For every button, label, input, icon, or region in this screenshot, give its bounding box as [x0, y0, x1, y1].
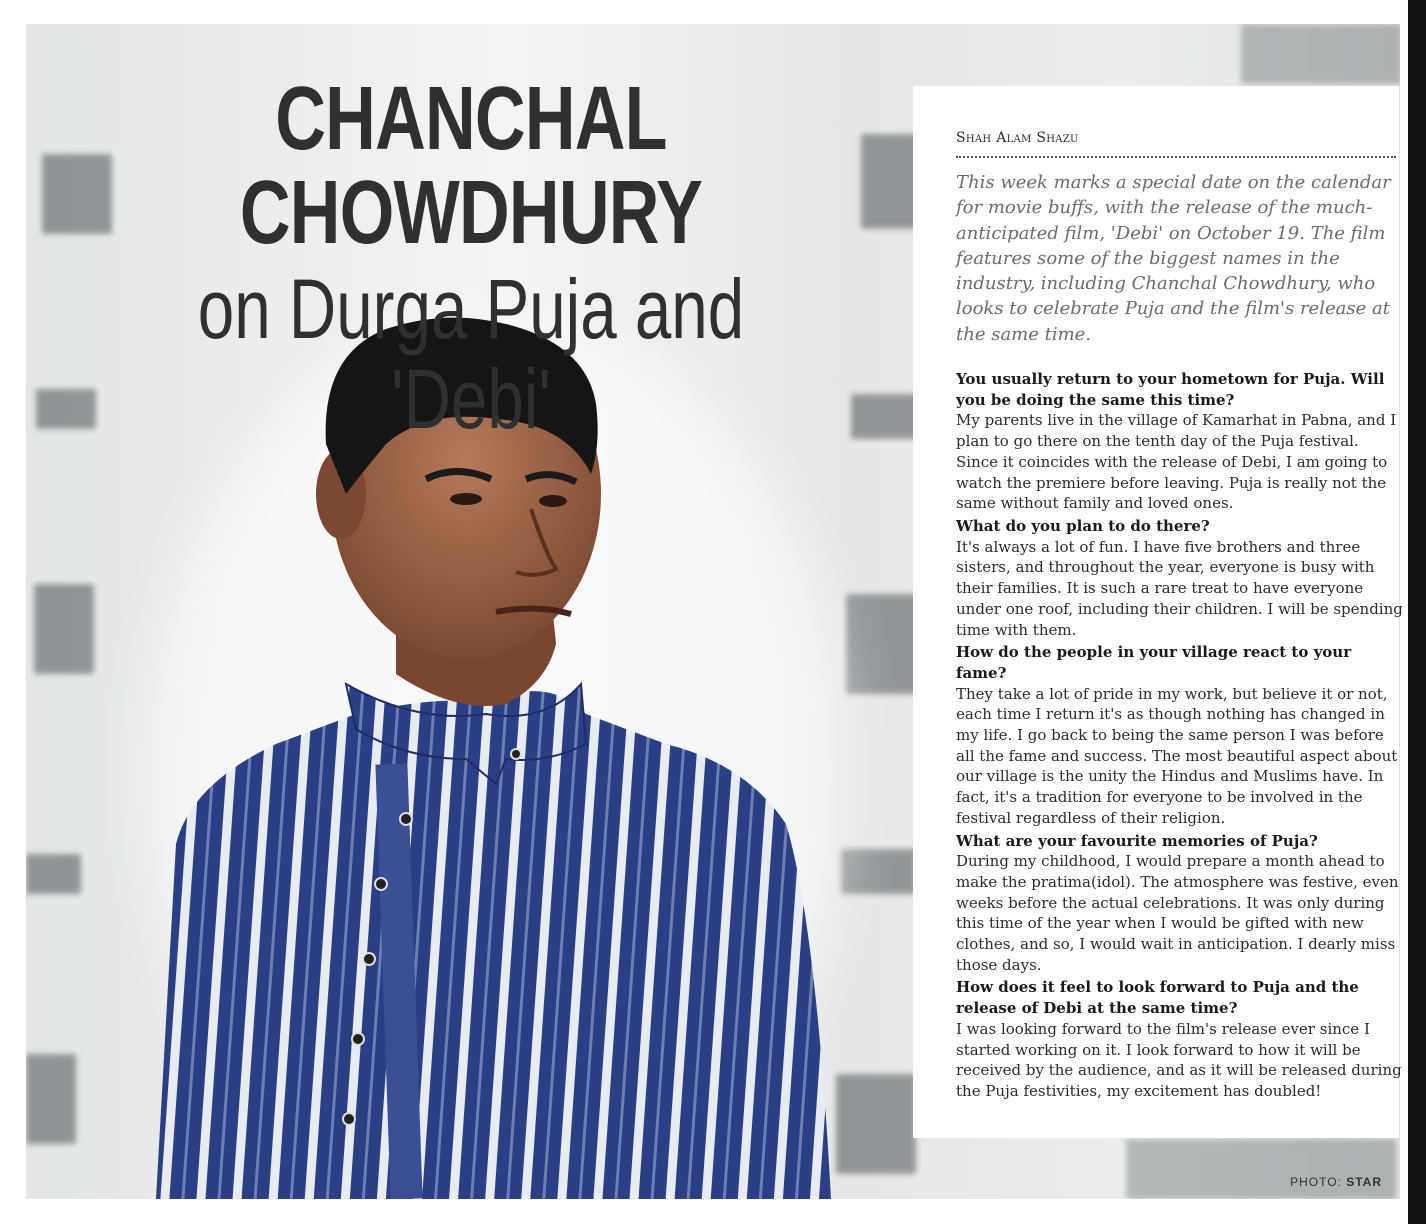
- headline: [124, 69, 818, 446]
- page-edge: [1408, 0, 1426, 1224]
- answer: It's always a lot of fun. I have five brothers and three sisters, and throughout the year, everyone is busy with their families. It is such a rare treat to have everyone under one roof, including their children. I will be spending time with them.: [956, 537, 1403, 639]
- answer: My parents live in the village of Kamarhat in Pabna, and I plan to go there on the tenth day of the Puja festival. Since it coincides with the release of Debi, I am going to watch the premiere before leaving. Puja is really not the same without family and loved ones.: [956, 411, 1397, 513]
- photo-credit: [1290, 1175, 1382, 1189]
- photo-credit-source: STAR: [1346, 1175, 1382, 1189]
- question: How do the people in your village react to your fame?: [956, 643, 1352, 682]
- question: What do you plan to do there?: [956, 517, 1210, 535]
- lead-paragraph: This week marks a special date on the calendar for movie buffs, with the release of the much-anticipated film, 'Debi' on October 19. The film features some of the biggest names in the industry, including Chanchal Chowdhury, who looks to celebrate Puja and the film's release at the same time.: [956, 172, 1391, 345]
- answer: During my childhood, I would prepare a month ahead to make the pratima(idol). The atmosphere was festive, even weeks before the actual celebrations. It was only during this time of the year when I would be gifted with new clothes, and so, I would wait in anticipation. I dearly miss those days.: [956, 852, 1399, 974]
- photo-credit-prefix: PHOTO:: [1290, 1175, 1342, 1189]
- answer: I was looking forward to the film's release ever since I started working on it. I look forward to how it will be received by the audience, and as it will be released during the Puja festivities, my excitement has doubled!: [956, 1019, 1402, 1100]
- question: How does it feel to look forward to Puja and the release of Debi at the same time?: [956, 978, 1359, 1018]
- article-box: [913, 86, 1403, 1138]
- answer: They take a lot of pride in my work, but believe it or not, each time I return it's as though nothing has changed in my life. I go back to being the same person I was before all the fame and success. The most beautiful aspect about our village is the unity the Hindus and Muslims have. In fact, it's a tradition for everyone to be involved in the festival regardless of their religion.: [956, 684, 1398, 827]
- interview-qa: [956, 369, 1404, 1102]
- headline-name: CHANCHAL CHOWDHURY: [239, 69, 703, 263]
- dotted-divider: [956, 156, 1396, 158]
- byline: Shah Alam Shazu: [956, 130, 1079, 146]
- question: What are your favourite memories of Puja?: [956, 831, 1318, 850]
- question: You usually return to your hometown for Puja. Will you be doing the same this time?: [956, 370, 1385, 409]
- headline-subtitle: on Durga Puja and 'Debi': [197, 262, 745, 446]
